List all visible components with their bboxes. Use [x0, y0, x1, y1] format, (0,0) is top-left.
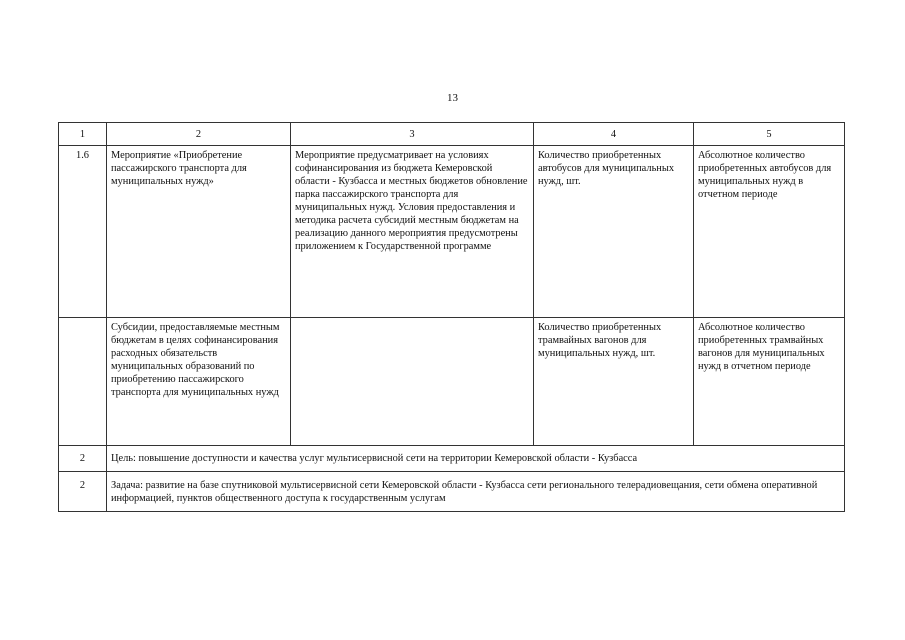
subsidy-description — [291, 318, 534, 446]
row-number: 1.6 — [59, 146, 107, 318]
task-text: Задача: развитие на базе спутниковой мультисервисной сети Кемеровской области - Кузбасса сети регионального телерадиовещания, сети обмена оперативной информацией, пунктов общественного доступа к государственным услугам — [107, 472, 845, 512]
row-number: 2 — [59, 472, 107, 512]
row-number: 2 — [59, 446, 107, 472]
table-row-goal — [59, 446, 845, 472]
table-row-1-6 — [59, 146, 845, 318]
table-row-subsidy — [59, 318, 845, 446]
header-col-1: 1 — [59, 123, 107, 146]
header-col-5: 5 — [694, 123, 845, 146]
header-col-3: 3 — [291, 123, 534, 146]
indicator-method: Абсолютное количество приобретенных автобусов для муниципальных нужд в отчетном периоде — [694, 146, 845, 318]
subsidy-name: Субсидии, предоставляемые местным бюджетам в целях софинансирования расходных обязательств муниципальных образований по приобретению пассажирского транспорта для муниципальных нужд — [107, 318, 291, 446]
indicator-name: Количество приобретенных трамвайных вагонов для муниципальных нужд, шт. — [534, 318, 694, 446]
table-row-task — [59, 472, 845, 512]
measure-description: Мероприятие предусматривает на условиях софинансирования из бюджета Кемеровской области - Кузбасса и местных бюджетов обновление парка пассажирского транспорта для муниципальных нужд. Условия предоставления и методика расчета субсидий местным бюджетам на реализацию данного мероприятия предусмотрены приложением к Государственной программе — [291, 146, 534, 318]
measure-name: Мероприятие «Приобретение пассажирского транспорта для муниципальных нужд» — [107, 146, 291, 318]
goal-text: Цель: повышение доступности и качества услуг мультисервисной сети на территории Кемеровской области - Кузбасса — [107, 446, 845, 472]
indicator-name: Количество приобретенных автобусов для муниципальных нужд, шт. — [534, 146, 694, 318]
page-number: 13 — [447, 92, 458, 104]
row-number — [59, 318, 107, 446]
indicator-method: Абсолютное количество приобретенных трамвайных вагонов для муниципальных нужд в отчетном периоде — [694, 318, 845, 446]
header-col-2: 2 — [107, 123, 291, 146]
program-table — [58, 122, 845, 512]
header-col-4: 4 — [534, 123, 694, 146]
table-header-row — [59, 123, 845, 146]
